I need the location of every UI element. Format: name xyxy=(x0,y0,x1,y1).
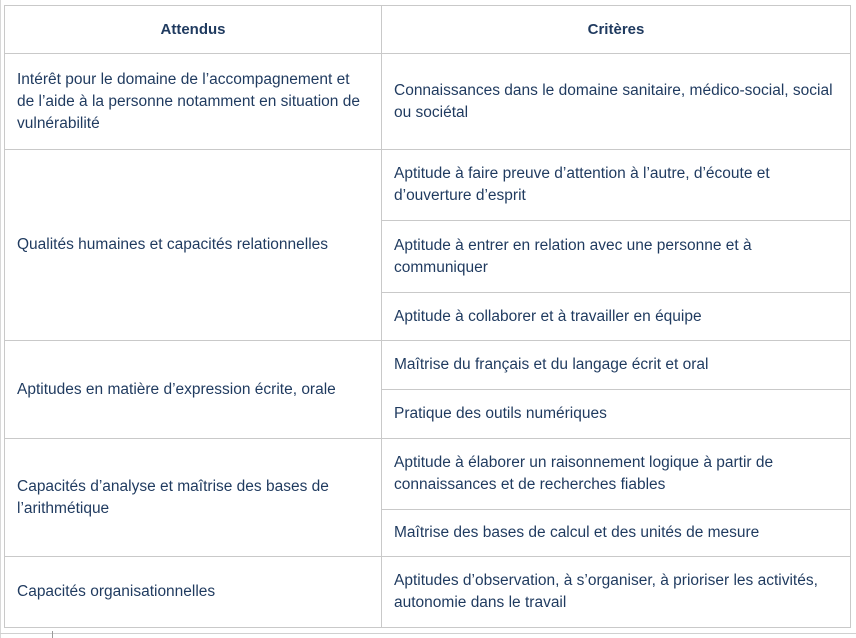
attendu-cell: Capacités organisationnelles xyxy=(5,557,382,628)
attendu-cell: Capacités d’analyse et maîtrise des bases de l’arithmétique xyxy=(5,439,382,557)
table-row xyxy=(5,150,851,221)
header-attendus: Attendus xyxy=(5,6,382,54)
attendu-cell: Qualités humaines et capacités relationnelles xyxy=(5,150,382,341)
critere-cell: Maîtrise des bases de calcul et des unités de mesure xyxy=(382,510,851,557)
attendu-cell: Aptitudes en matière d’expression écrite, orale xyxy=(5,341,382,439)
attendu-cell: Intérêt pour le domaine de l’accompagnement et de l’aide à la personne notamment en situation de vulnérabilité xyxy=(5,54,382,150)
critere-cell: Connaissances dans le domaine sanitaire, médico-social, social ou sociétal xyxy=(382,54,851,150)
table-row xyxy=(5,341,851,390)
critere-cell: Aptitude à élaborer un raisonnement logique à partir de connaissances et de recherches fiables xyxy=(382,439,851,510)
table-row xyxy=(5,54,851,150)
critere-cell: Pratique des outils numériques xyxy=(382,390,851,439)
header-criteres: Critères xyxy=(382,6,851,54)
critere-cell: Aptitude à entrer en relation avec une personne et à communiquer xyxy=(382,221,851,293)
critere-cell: Aptitude à faire preuve d’attention à l’autre, d’écoute et d’ouverture d’esprit xyxy=(382,150,851,221)
critere-cell: Aptitude à collaborer et à travailler en équipe xyxy=(382,293,851,341)
page-bottom-tick xyxy=(52,631,53,638)
table-row xyxy=(5,439,851,510)
page-bottom-rule xyxy=(0,633,856,634)
critere-cell: Maîtrise du français et du langage écrit et oral xyxy=(382,341,851,390)
table-header-row xyxy=(5,6,851,54)
criteria-table xyxy=(4,5,851,628)
critere-cell: Aptitudes d’observation, à s’organiser, à prioriser les activités, autonomie dans le travail xyxy=(382,557,851,628)
table-row xyxy=(5,557,851,628)
